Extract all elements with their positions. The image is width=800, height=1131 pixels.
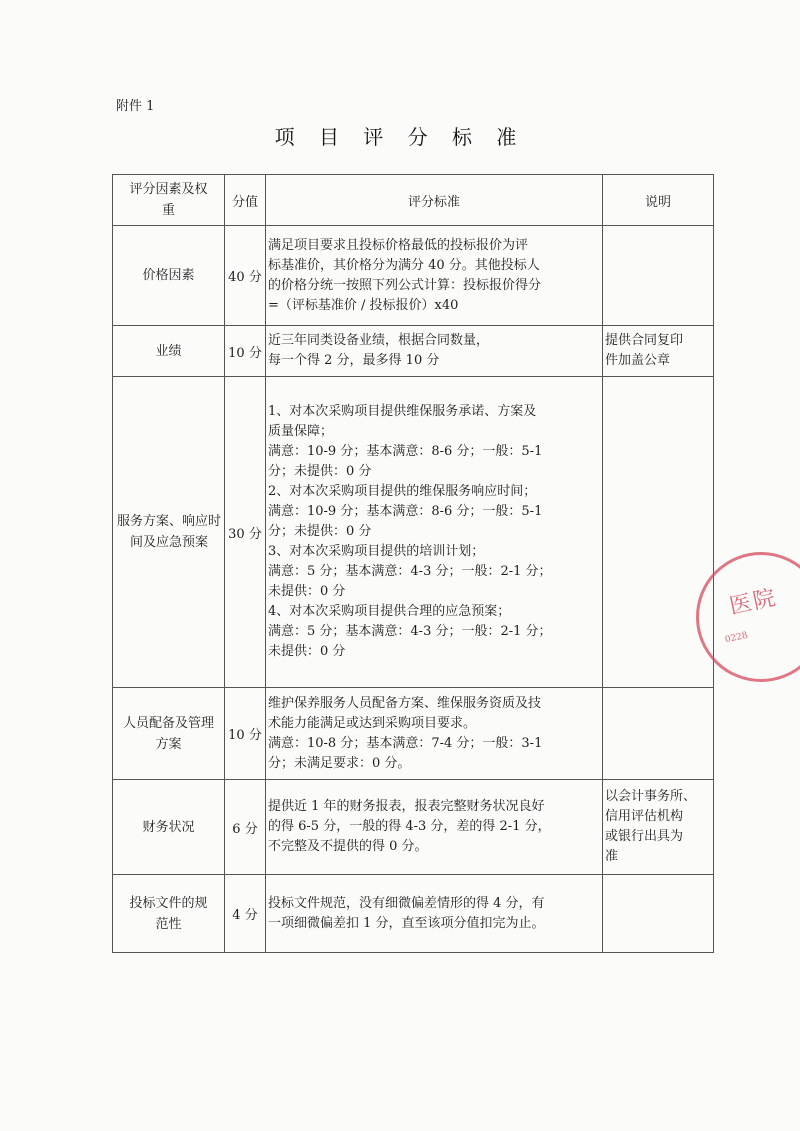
row-points: 6 分: [225, 780, 266, 875]
row-points: 4 分: [225, 875, 266, 953]
criteria-line: 维护保养服务人员配备方案、维保服务资质及技: [268, 695, 542, 711]
row-note: [603, 780, 714, 875]
criteria-line: 的得 6-5 分，一般的得 4-3 分，差的得 2-1 分，: [268, 819, 551, 834]
seal-number: 0228: [724, 630, 749, 646]
criteria-line: 2、对本次采购项目提供的维保服务响应时间；: [268, 484, 537, 499]
header-note: 说明: [603, 175, 714, 226]
table-row: [113, 226, 714, 326]
table-row: [113, 780, 714, 875]
row-factor: 价格因素: [113, 226, 225, 326]
note-line: 提供合同复印: [605, 333, 684, 348]
criteria-line: 满意：10-9 分；基本满意：8-6 分；一般：5-1: [268, 504, 543, 519]
criteria-line: 提供近 1 年的财务报表，报表完整财务状况良好: [268, 799, 545, 814]
attachment-label: 附件 1: [116, 99, 155, 114]
row-note: [603, 875, 714, 953]
criteria-line: 未提供：0 分: [268, 584, 346, 599]
row-criteria: [266, 780, 603, 875]
row-factor: 服务方案、响应时间及应急预案: [113, 377, 225, 688]
row-note: [603, 326, 714, 377]
criteria-line: 满足项目要求且投标价格最低的投标报价为评: [268, 237, 529, 253]
criteria-line: 分；未满足要求：0 分。: [268, 755, 411, 771]
criteria-line: 标基准价，其价格分为满分 40 分。其他投标人: [268, 257, 540, 273]
row-criteria: [266, 875, 603, 953]
criteria-line: 满意：5 分；基本满意：4-3 分；一般：2-1 分；: [268, 564, 552, 579]
row-note: [603, 688, 714, 780]
criteria-line: 分；未提供：0 分: [268, 464, 372, 479]
table-row: [113, 326, 714, 377]
header-factor: 评分因素及权重: [113, 175, 225, 226]
criteria-line: 每一个得 2 分，最多得 10 分: [268, 353, 440, 368]
row-criteria: [266, 326, 603, 377]
criteria-line: 投标文件规范，没有细微偏差情形的得 4 分，有: [268, 895, 545, 911]
criteria-line: 1、对本次采购项目提供维保服务承诺、方案及: [268, 404, 537, 419]
criteria-line: 术能力能满足或达到采购项目要求。: [268, 715, 477, 731]
table-row: [113, 377, 714, 688]
note-line: 以会计事务所、: [605, 789, 697, 804]
row-note: [603, 226, 714, 326]
note-line: 准: [605, 849, 619, 864]
row-criteria: [266, 226, 603, 326]
criteria-line: 满意：10-8 分；基本满意：7-4 分；一般：3-1: [268, 735, 543, 751]
row-factor: 财务状况: [113, 780, 225, 875]
scoring-table: [112, 174, 714, 953]
note-line: 件加盖公章: [605, 353, 671, 368]
row-points: 30 分: [225, 377, 266, 688]
criteria-line: 未提供：0 分: [268, 644, 346, 659]
criteria-line: 分；未提供：0 分: [268, 524, 372, 539]
note-line: 信用评估机构: [605, 809, 684, 824]
criteria-line: 一项细微偏差扣 1 分，直至该项分值扣完为止。: [268, 915, 545, 931]
criteria-line: 满意：10-9 分；基本满意：8-6 分；一般：5-1: [268, 444, 543, 459]
row-criteria: [266, 688, 603, 780]
criteria-line: 的价格分统一按照下列公式计算：投标报价得分: [268, 277, 542, 293]
criteria-line: 4、对本次采购项目提供合理的应急预案；: [268, 604, 511, 619]
row-points: 10 分: [225, 326, 266, 377]
criteria-line: =（评标基准价 / 投标报价）x40: [268, 297, 459, 313]
header-row: [113, 175, 714, 226]
row-points: 40 分: [225, 226, 266, 326]
page-title: 项 目 评 分 标 准: [274, 125, 526, 149]
row-note: [603, 377, 714, 688]
row-factor: 投标文件的规范性: [113, 875, 225, 953]
table-row: [113, 875, 714, 953]
criteria-line: 3、对本次采购项目提供的培训计划；: [268, 544, 485, 559]
header-points: 分值: [225, 175, 266, 226]
note-line: 或银行出具为: [605, 829, 684, 844]
criteria-line: 不完整及不提供的得 0 分。: [268, 839, 428, 854]
criteria-line: 满意：5 分；基本满意：4-3 分；一般：2-1 分；: [268, 624, 552, 639]
row-criteria: [266, 377, 603, 688]
row-points: 10 分: [225, 688, 266, 780]
header-criteria: 评分标准: [266, 175, 603, 226]
criteria-line: 质量保障；: [268, 424, 334, 439]
row-factor: 人员配备及管理方案: [113, 688, 225, 780]
table-row: [113, 688, 714, 780]
row-factor: 业绩: [113, 326, 225, 377]
criteria-line: 近三年同类设备业绩，根据合同数量，: [268, 333, 490, 348]
seal-text: 医院: [727, 585, 780, 620]
